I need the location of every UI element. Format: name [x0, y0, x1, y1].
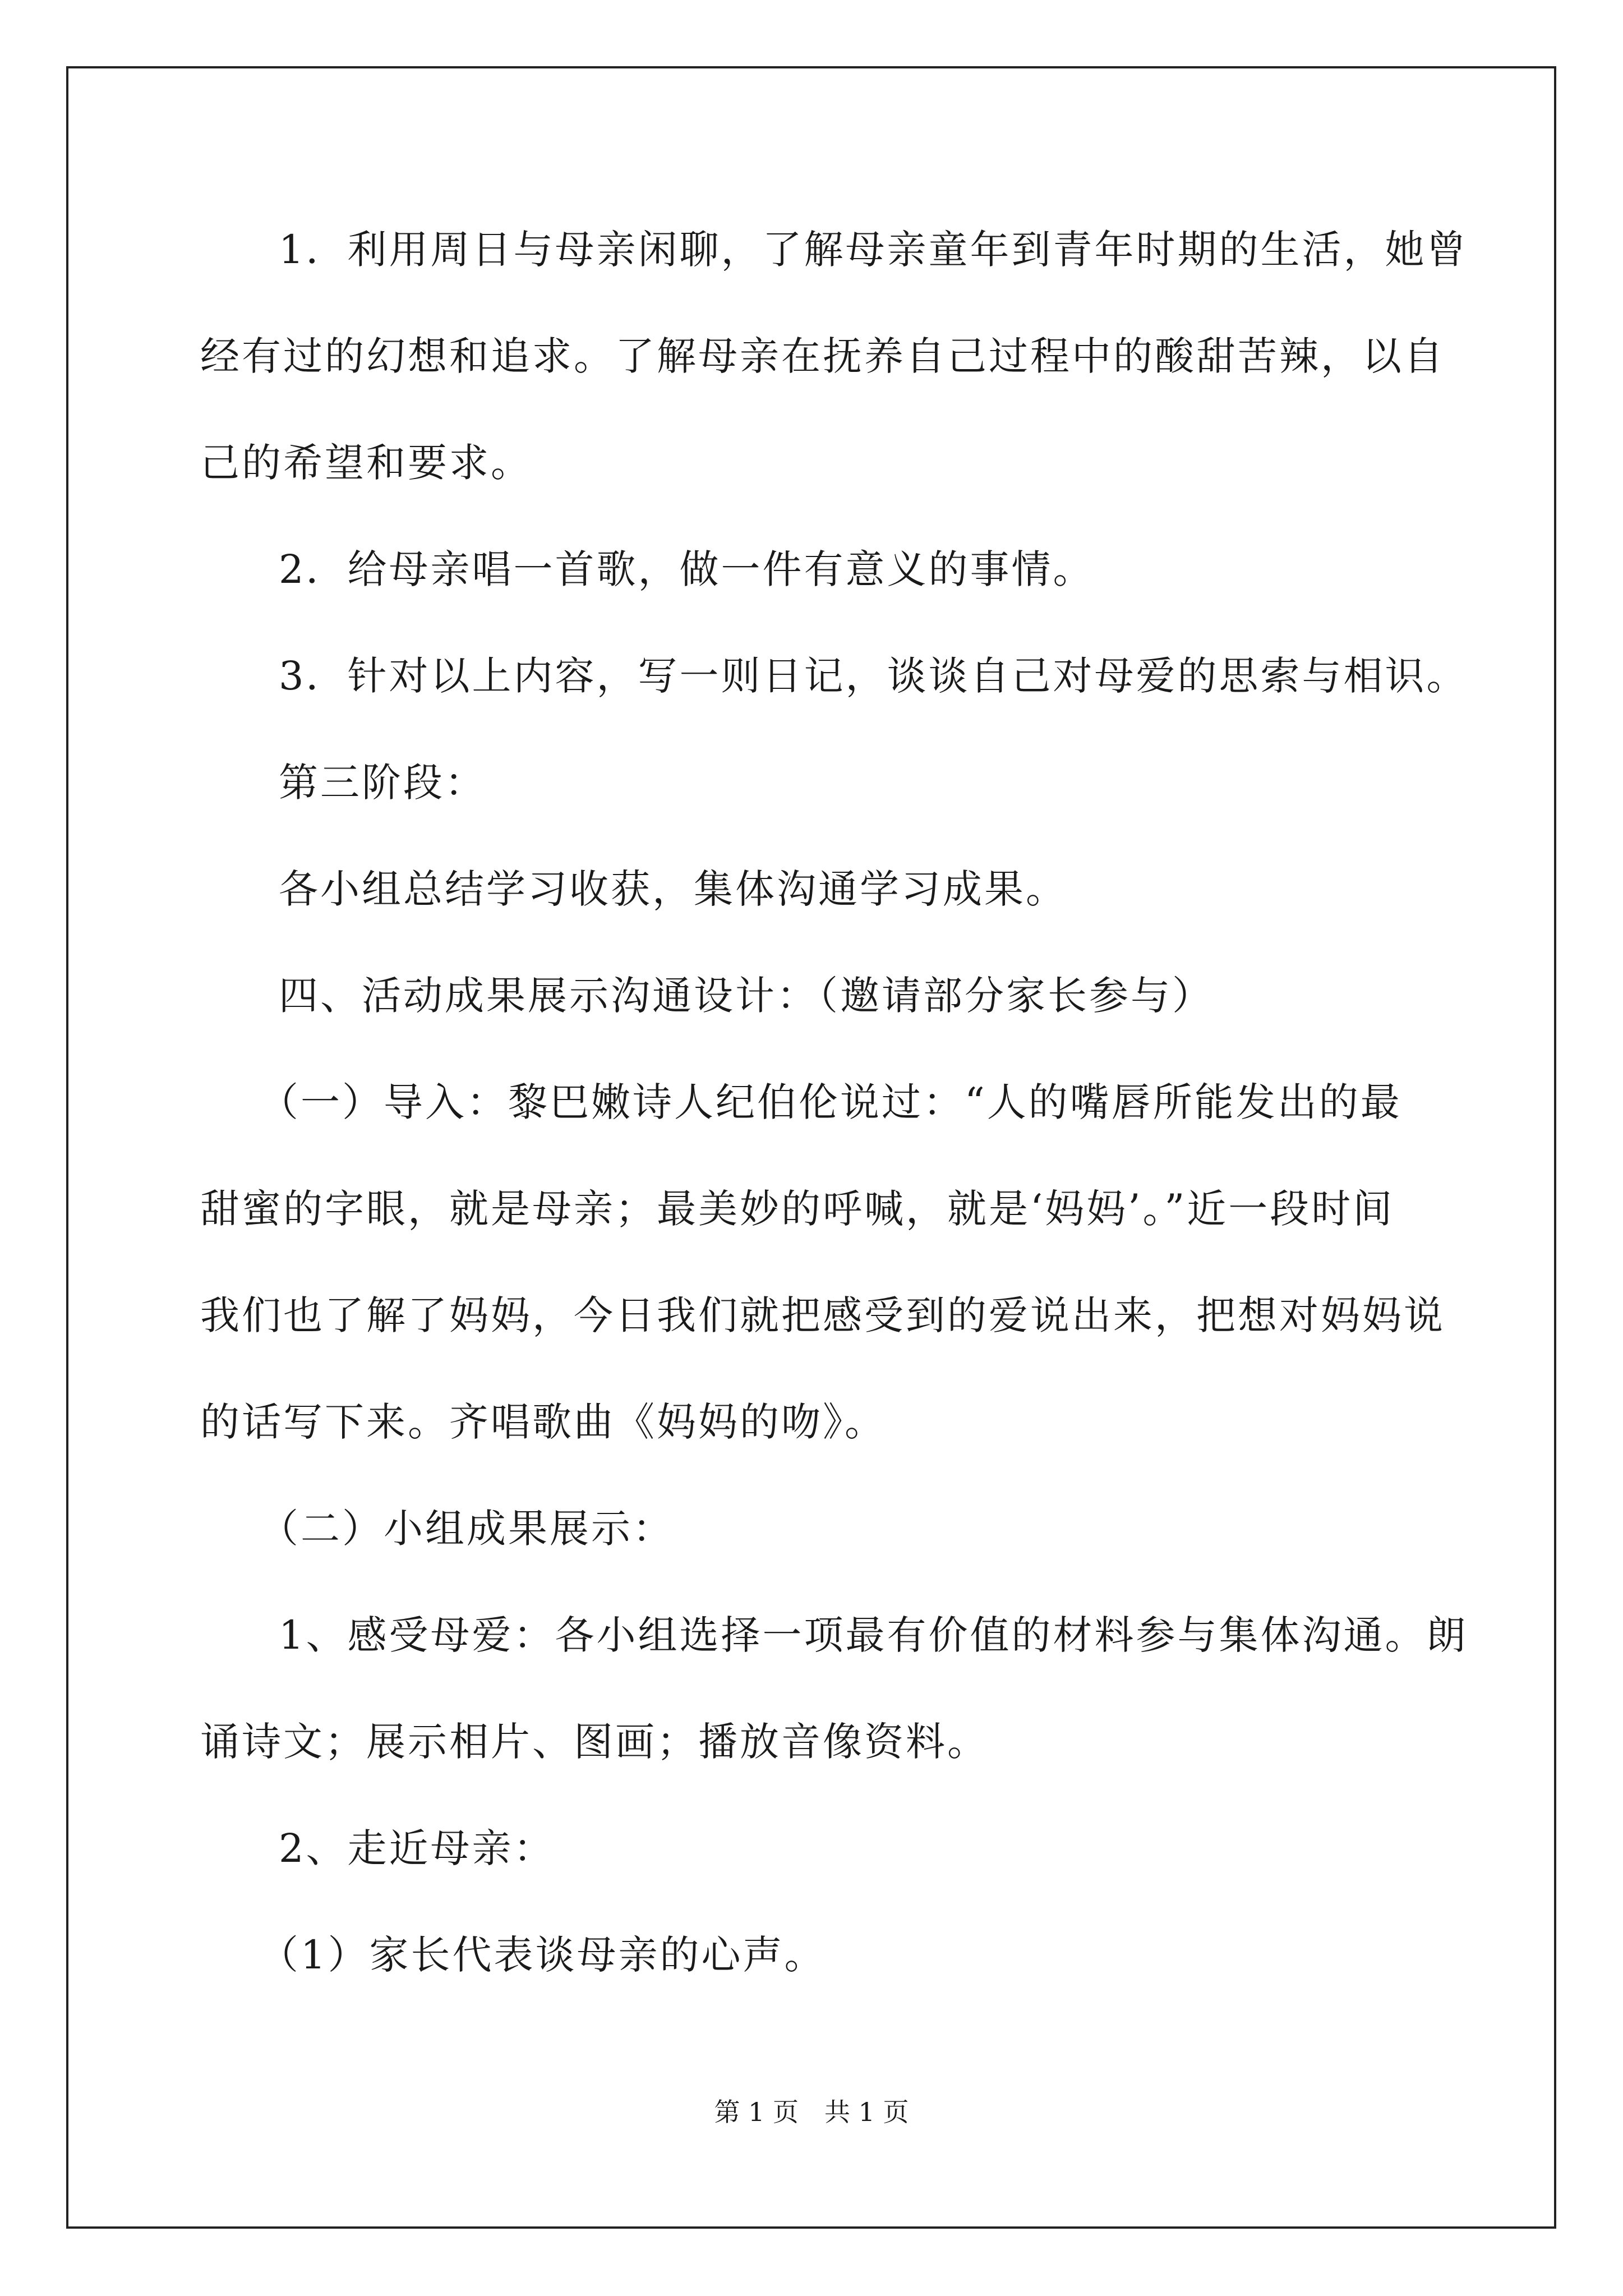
paragraph-line: 2、走近母亲： [279, 1825, 555, 1871]
section-heading: （二）小组成果展示： [259, 1506, 674, 1552]
paragraph-line: 各小组总结学习收获，集体沟通学习成果。 [279, 866, 1067, 912]
section-heading: 第三阶段： [279, 760, 486, 806]
paragraph-line: 1、感受母爱：各小组选择一项最有价值的材料参与集体沟通。朗 [279, 1612, 1468, 1658]
page-number-footer: 第 1 页 共 1 页 [714, 2097, 909, 2127]
paragraph-line: 3．针对以上内容，写一则日记，谈谈自己对母爱的思索与相识。 [279, 653, 1468, 699]
page-border [66, 66, 1556, 2229]
paragraph-line: 1．利用周日与母亲闲聊，了解母亲童年到青年时期的生活，她曾 [279, 227, 1468, 273]
paragraph-line: 诵诗文；展示相片、图画；播放音像资料。 [200, 1719, 989, 1765]
paragraph-line: 我们也了解了妈妈，今日我们就把感受到的爱说出来，把想对妈妈说 [200, 1292, 1445, 1338]
paragraph-line: 己的希望和要求。 [200, 440, 532, 486]
paragraph-line: （1）家长代表谈母亲的心声。 [259, 1932, 826, 1978]
paragraph-line: 2．给母亲唱一首歌，做一件有意义的事情。 [279, 546, 1095, 592]
paragraph-line: 的话写下来。齐唱歌曲《妈妈的吻》。 [200, 1399, 886, 1445]
section-heading: 四、活动成果展示沟通设计：（邀请部分家长参与） [279, 973, 1214, 1019]
paragraph-line: 经有过的幻想和追求。了解母亲在抚养自己过程中的酸甜苦辣，以自 [200, 333, 1445, 379]
paragraph-line: 甜蜜的字眼，就是母亲；最美妙的呼喊，就是‘妈妈’。”近一段时间 [200, 1186, 1395, 1232]
paragraph-line: （一）导入：黎巴嫩诗人纪伯伦说过：“人的嘴唇所能发出的最 [259, 1079, 1402, 1125]
